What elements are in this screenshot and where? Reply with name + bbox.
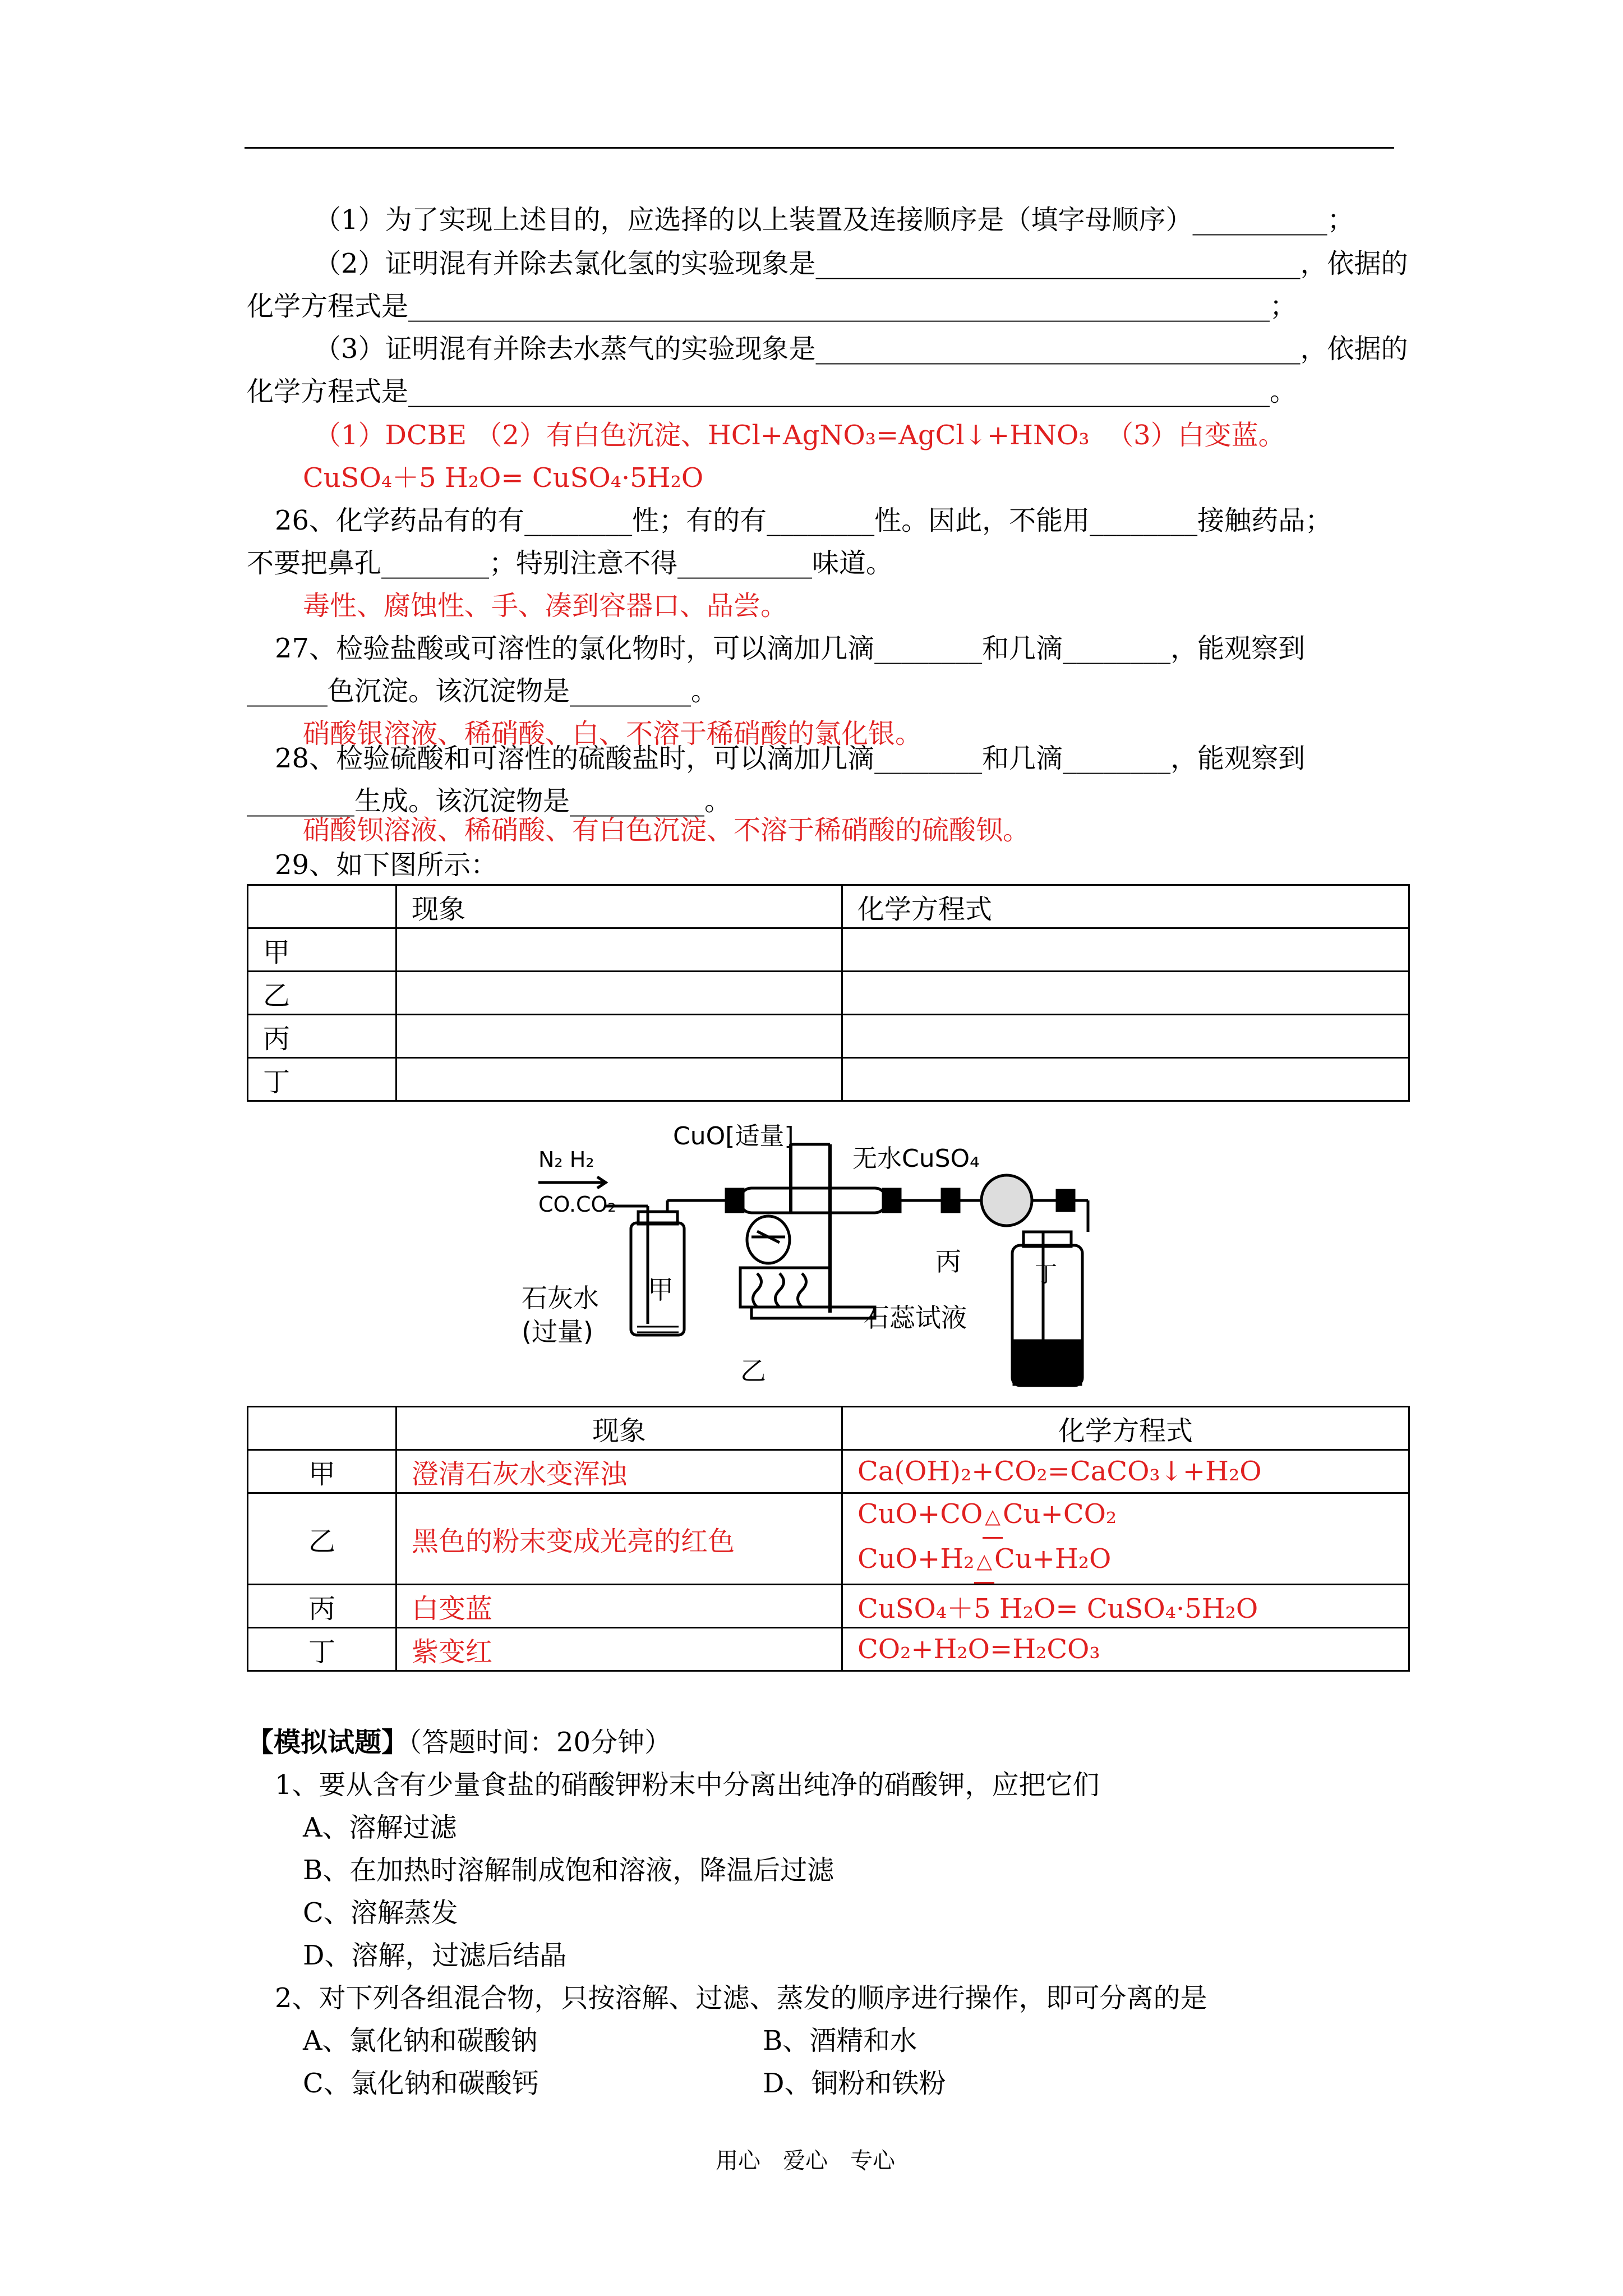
answer-26: 毒性、腐蚀性、手、凑到容器口、品尝。 <box>303 590 788 622</box>
answer-25-2: CuSO₄＋5 H₂O= CuSO₄·5H₂O <box>303 462 704 494</box>
question-26-cont: 不要把鼻孔________；特别注意不得__________味道。 <box>247 547 893 579</box>
question-26: 26、化学药品有的有________性；有的有________性。因此，不能用________接触药品； <box>275 505 1332 536</box>
answer-row-label: 乙 <box>248 1493 396 1585</box>
blank-table-row-label: 甲 <box>248 928 396 972</box>
label-n2-h2: N₂ H₂ <box>538 1147 594 1172</box>
answer-row-phenomenon: 澄清石灰水变浑浊 <box>396 1450 842 1493</box>
blank-table-corner <box>248 885 396 928</box>
equation-left: CuO+CO <box>857 1498 983 1530</box>
answer-row-equation: CO₂+H₂O=H₂CO₃ <box>842 1628 1409 1671</box>
equation-right: Cu+H₂O <box>994 1543 1112 1575</box>
answer-table-header-phenomenon: 现象 <box>396 1407 842 1450</box>
mock-q2-option-d: D、铜粉和铁粉 <box>763 2068 946 2099</box>
equation-right: Cu+CO₂ <box>1002 1498 1117 1530</box>
question-25-3: （3）证明混有并除去水蒸气的实验现象是____________________________________，依据的 <box>314 333 1408 365</box>
answer-row-phenomenon: 紫变红 <box>396 1628 842 1671</box>
blank-cell <box>842 1015 1409 1058</box>
mock-q1-option-b: B、在加热时溶解制成饱和溶液，降温后过滤 <box>303 1855 834 1886</box>
label-jia: 甲 <box>648 1274 674 1305</box>
question-28-cont: ________生成。该沉淀物是__________。 <box>247 785 732 817</box>
mock-q2-option-c: C、氯化钠和碳酸钙 <box>303 2068 539 2099</box>
blank-table-row-label: 丙 <box>248 1015 396 1058</box>
answer-25-1: （1）DCBE （2）有白色沉淀、HCl+AgNO₃=AgCl↓+HNO₃ （3）白变蓝。 <box>314 420 1285 451</box>
blank-cell <box>396 928 842 972</box>
label-litmus: 石蕊试液 <box>864 1303 967 1333</box>
label-ding: 丁 <box>1043 1356 1069 1386</box>
answer-27: 硝酸银溶液、稀硝酸、白、不溶于稀硝酸的氯化银。 <box>303 718 923 749</box>
label-limewater: 石灰水 <box>522 1283 599 1313</box>
answer-row-label: 丁 <box>248 1628 396 1671</box>
blank-table-header-equation: 化学方程式 <box>842 885 1409 928</box>
mock-q1-option-a: A、溶解过滤 <box>303 1812 457 1843</box>
question-27: 27、检验盐酸或可溶性的氯化物时，可以滴加几滴________和几滴________，能观察到 <box>275 633 1306 664</box>
blank-cell <box>842 1058 1409 1101</box>
page-footer: 用心 爱心 专心 <box>716 2148 895 2174</box>
answer-row-phenomenon: 白变蓝 <box>396 1585 842 1628</box>
blank-cell <box>396 1015 842 1058</box>
blank-cell <box>396 1058 842 1101</box>
label-excess: (过量) <box>522 1317 593 1347</box>
heat-symbol: △ <box>983 1497 1003 1539</box>
question-25-2-cont: 化学方程式是________________________________________________________________； <box>247 291 1297 322</box>
mock-q1-option-c: C、溶解蒸发 <box>303 1897 458 1929</box>
question-25-3-cont: 化学方程式是________________________________________________________________。 <box>247 376 1297 407</box>
blank-cell <box>396 972 842 1015</box>
answer-28: 硝酸钡溶液、稀硝酸、有白色沉淀、不溶于稀硝酸的硫酸钡。 <box>303 815 1030 846</box>
answer-row-label: 丙 <box>248 1585 396 1628</box>
label-ding-inner: 丁 <box>1035 1262 1057 1287</box>
answer-row-phenomenon: 黑色的粉末变成光亮的红色 <box>396 1493 842 1585</box>
mock-question-2: 2、对下列各组混合物，只按溶解、过滤、蒸发的顺序进行操作，即可分离的是 <box>275 1982 1207 2014</box>
question-27-cont: ______色沉淀。该沉淀物是_________。 <box>247 675 718 707</box>
blank-cell <box>842 928 1409 972</box>
mock-q2-option-b: B、酒精和水 <box>763 2025 917 2056</box>
question-29: 29、如下图所示： <box>275 849 498 881</box>
blank-table-row-label: 丁 <box>248 1058 396 1101</box>
equation-left: CuO+H₂ <box>857 1543 975 1575</box>
answer-row-equations <box>842 1493 1409 1585</box>
mock-question-1: 1、要从含有少量食盐的硝酸钾粉末中分离出纯净的硝酸钾，应把它们 <box>275 1769 1100 1801</box>
apparatus-diagram <box>505 1122 1099 1391</box>
blank-table <box>247 884 1410 1102</box>
mock-time: （答题时间：20分钟） <box>408 1727 672 1758</box>
label-cuso4: 无水CuSO₄ <box>852 1144 980 1173</box>
mock-heading-line <box>247 1724 671 1760</box>
answer-table <box>247 1406 1410 1672</box>
question-25-1: （1）为了实现上述目的，应选择的以上装置及连接顺序是（填字母顺序）__________； <box>314 204 1354 236</box>
question-25-2: （2）证明混有并除去氯化氢的实验现象是____________________________________，依据的 <box>314 248 1408 279</box>
mock-heading: 【模拟试题】 <box>247 1727 409 1758</box>
answer-table-corner <box>248 1407 396 1450</box>
label-yi: 乙 <box>740 1356 766 1386</box>
header-rule <box>245 147 1394 149</box>
heat-symbol: △ <box>974 1542 994 1584</box>
answer-row-label: 甲 <box>248 1450 396 1493</box>
answer-row-equation: CuSO₄＋5 H₂O= CuSO₄·5H₂O <box>842 1585 1409 1628</box>
tube-yi <box>740 1188 886 1213</box>
blank-table-row-label: 乙 <box>248 972 396 1015</box>
drying-bulb-bing <box>981 1175 1032 1226</box>
question-28: 28、检验硫酸和可溶性的硫酸盐时，可以滴加几滴________和几滴________，能观察到 <box>275 743 1306 774</box>
blank-cell <box>842 972 1409 1015</box>
label-bing: 丙 <box>935 1246 961 1277</box>
mock-q1-option-d: D、溶解，过滤后结晶 <box>303 1940 567 1971</box>
answer-row-equation: Ca(OH)₂+CO₂=CaCO₃↓+H₂O <box>842 1450 1409 1493</box>
label-co-co2: CO.CO₂ <box>538 1192 616 1217</box>
mock-q2-option-a: A、氯化钠和碳酸钠 <box>303 2025 538 2056</box>
blank-table-header-phenomenon: 现象 <box>396 885 842 928</box>
answer-table-header-equation: 化学方程式 <box>842 1407 1409 1450</box>
label-cuo: CuO[适量] <box>673 1122 794 1151</box>
